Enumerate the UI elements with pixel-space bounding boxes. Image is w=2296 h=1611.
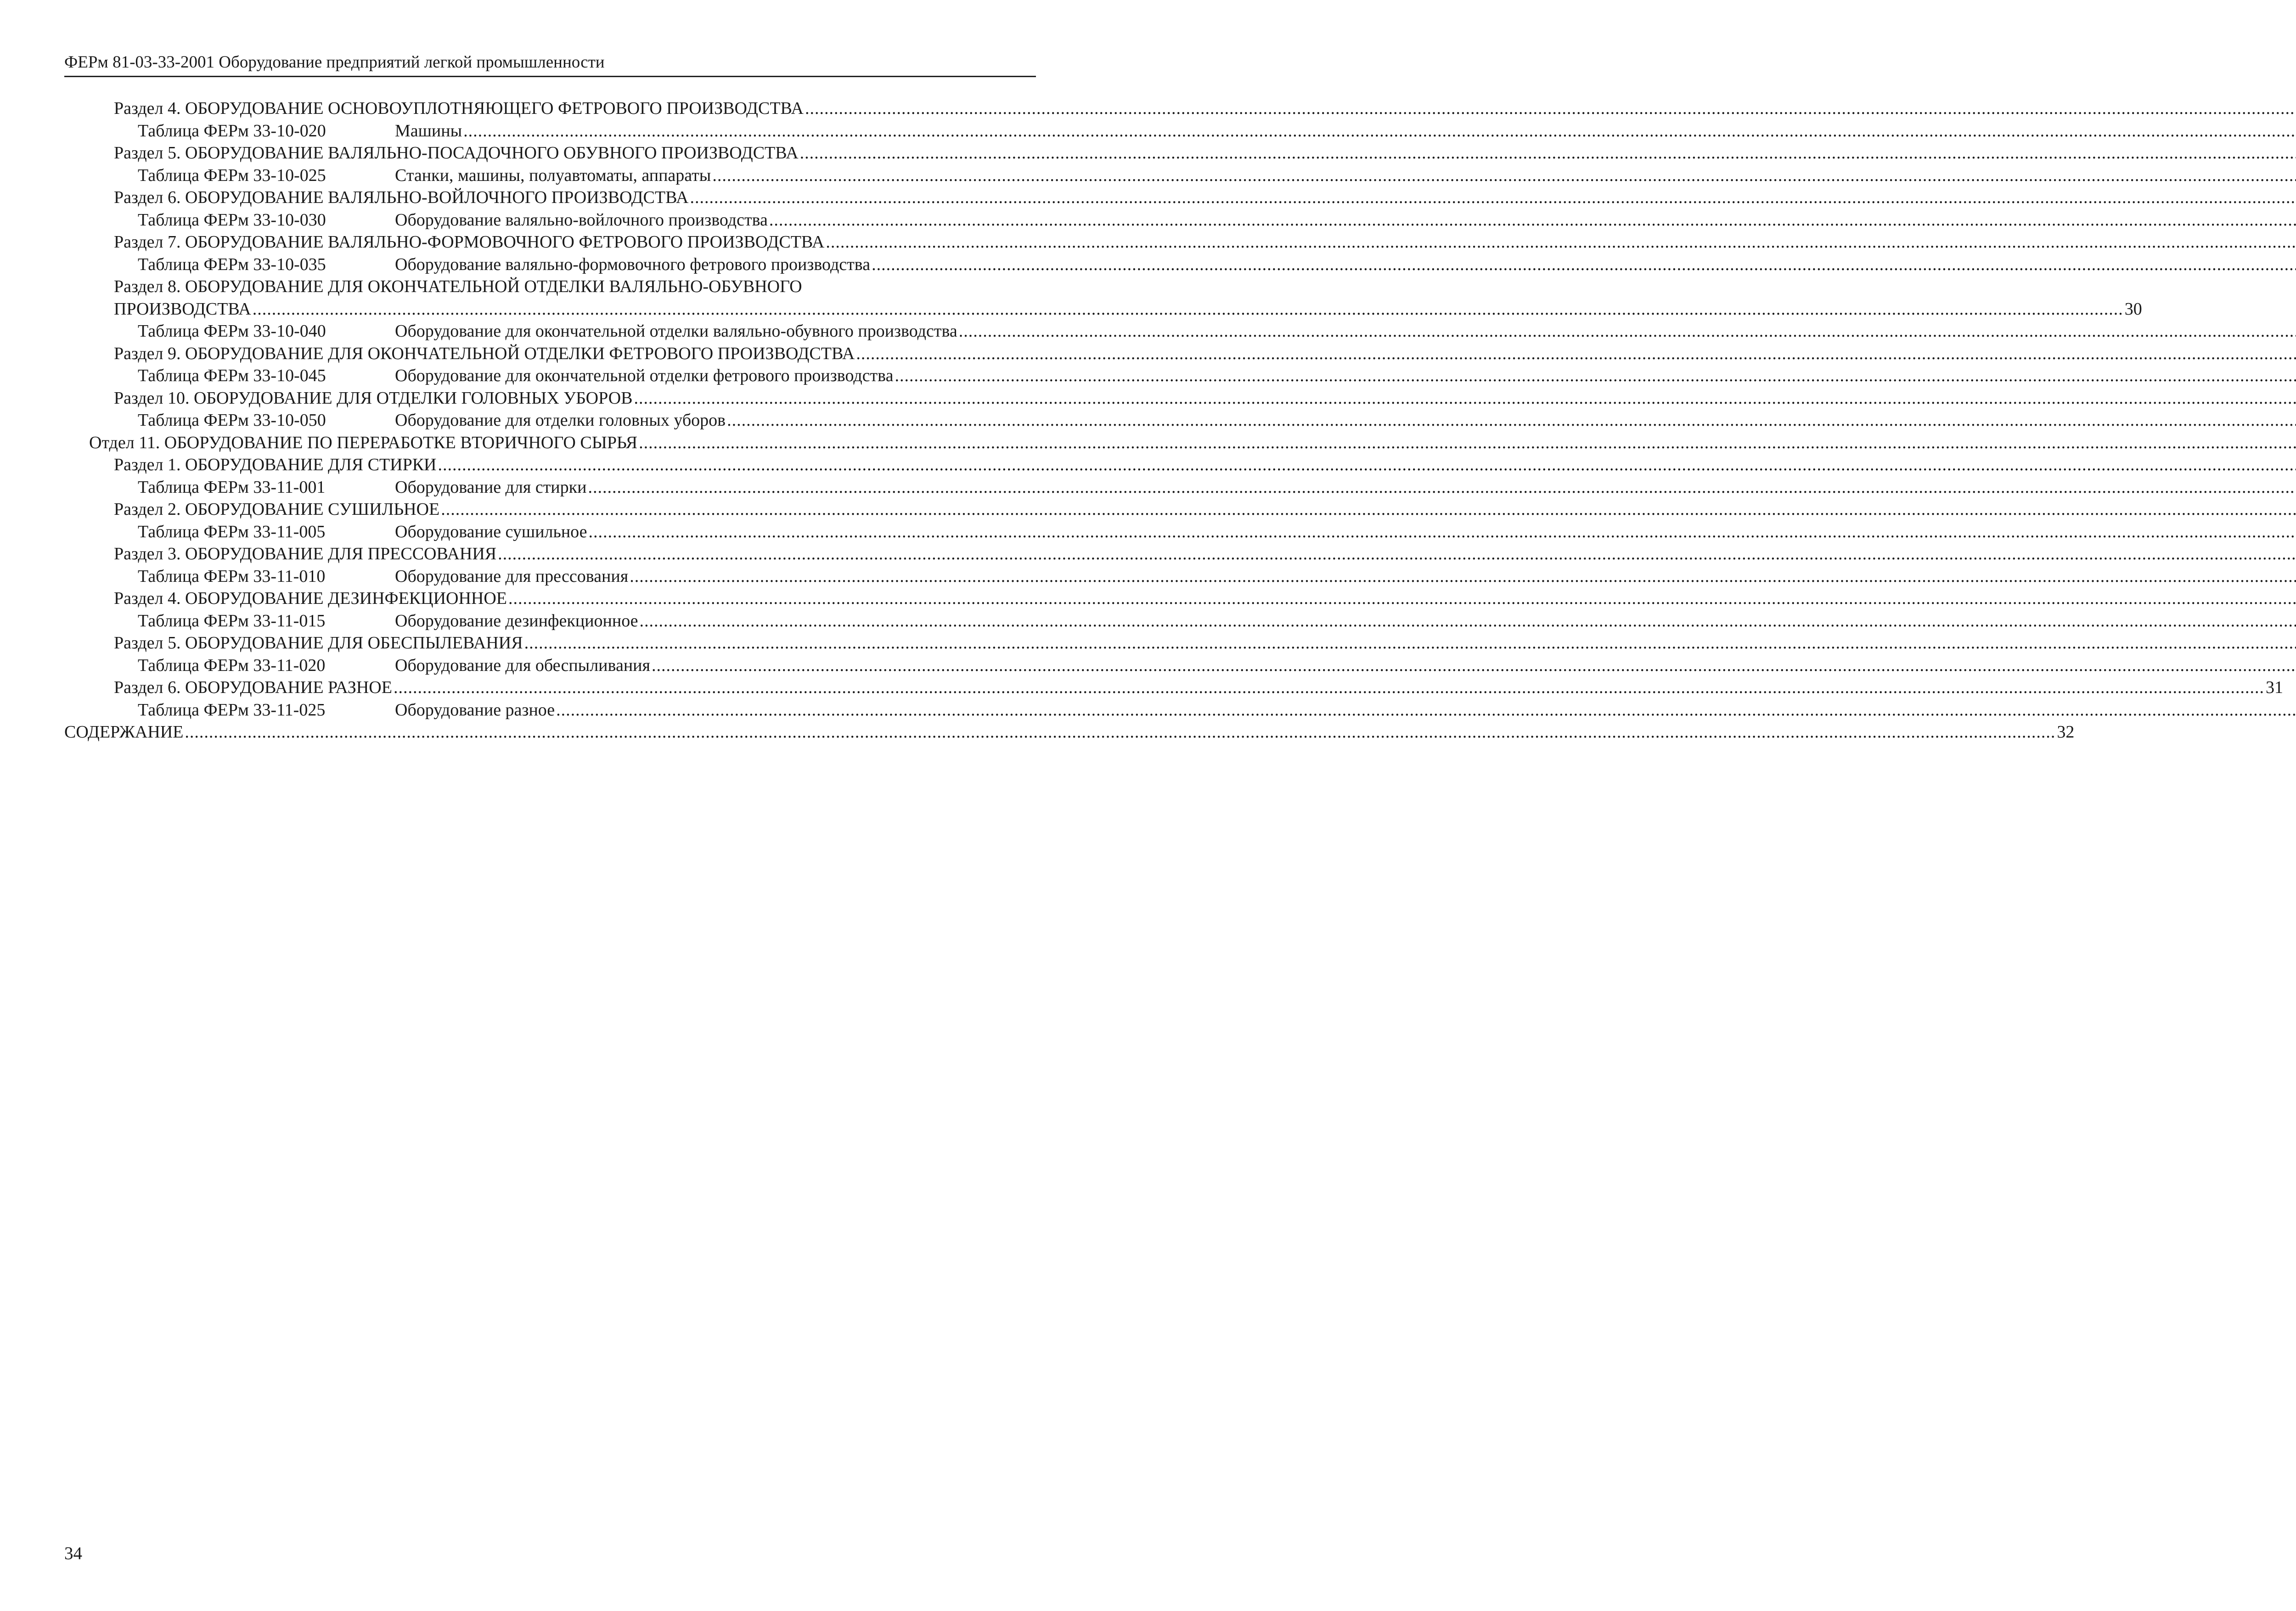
toc-entry[interactable] <box>64 610 1036 632</box>
toc-dot-leader <box>498 543 2296 565</box>
toc-entry-code: Таблица ФЕРм 33-10-030 <box>138 210 326 230</box>
toc-dot-leader <box>588 476 2296 499</box>
toc-dot-leader <box>690 186 2296 209</box>
toc-entry-title: Раздел 5. ОБОРУДОВАНИЕ ВАЛЯЛЬНО-ПОСАДОЧНОГО ОБУВНОГО ПРОИЗВОДСТВА <box>114 143 799 163</box>
toc-entry[interactable] <box>64 142 1036 164</box>
toc-entry-code: Таблица ФЕРм 33-10-050 <box>138 411 326 430</box>
toc-entry-code: Таблица ФЕРм 33-10-045 <box>138 366 326 385</box>
toc-entry-title: Оборудование для окончательной отделки фетрового производства <box>395 366 894 385</box>
toc-entry[interactable] <box>64 276 1036 298</box>
toc-entry-title: Раздел 3. ОБОРУДОВАНИЕ ДЛЯ ПРЕССОВАНИЯ <box>114 544 497 563</box>
toc-entry[interactable] <box>64 298 2142 321</box>
toc-entry-title: Раздел 4. ОБОРУДОВАНИЕ ДЕЗИНФЕКЦИОННОЕ <box>114 589 507 608</box>
toc-entry-title: Оборудование для обеспыливания <box>395 655 650 675</box>
toc-entry[interactable] <box>64 343 1036 365</box>
toc-entry[interactable] <box>64 476 1036 499</box>
toc-dot-leader <box>185 721 2055 744</box>
toc-entry-page: 32 <box>2057 722 2075 742</box>
toc-entry[interactable] <box>64 543 1036 565</box>
toc-entry-title: СОДЕРЖАНИЕ <box>64 722 184 742</box>
toc-dot-leader <box>872 253 2296 276</box>
toc-dot-leader <box>524 632 2296 654</box>
toc-entry-title: Раздел 6. ОБОРУДОВАНИЕ РАЗНОЕ <box>114 678 392 697</box>
toc-entry-title: Оборудование разное <box>395 700 555 720</box>
toc-entry[interactable] <box>64 365 1036 387</box>
toc-entry[interactable] <box>64 565 1036 588</box>
toc-dot-leader <box>508 587 2296 610</box>
toc-entry[interactable] <box>64 97 1036 120</box>
header-rule <box>64 76 1036 77</box>
toc-entry[interactable] <box>64 632 1036 654</box>
toc-dot-leader <box>727 409 2296 432</box>
toc-entry-title: Оборудование дезинфекционное <box>395 611 638 631</box>
toc-dot-leader <box>826 231 2296 253</box>
toc-entry-code: Таблица ФЕРм 33-10-040 <box>138 321 326 341</box>
toc-dot-leader <box>652 654 2296 677</box>
toc-dot-leader <box>639 432 2296 454</box>
toc-entry[interactable] <box>64 699 1036 721</box>
running-header: ФЕРм 81-03-33-2001 Оборудование предприятий легкой промышленности <box>64 53 605 72</box>
toc-entry-code: Таблица ФЕРм 33-11-015 <box>138 611 326 631</box>
toc-dot-leader <box>588 521 2296 543</box>
table-of-contents <box>64 97 2283 744</box>
toc-entry-title: Раздел 8. ОБОРУДОВАНИЕ ДЛЯ ОКОНЧАТЕЛЬНОЙ ОТДЕЛКИ ВАЛЯЛЬНО-ОБУВНОГО <box>114 277 802 296</box>
toc-entry-title: Оборудование для прессования <box>395 566 629 586</box>
toc-entry[interactable] <box>64 432 1036 454</box>
toc-entry[interactable] <box>64 186 1036 209</box>
toc-entry[interactable] <box>64 721 2075 744</box>
toc-dot-leader <box>463 120 2296 142</box>
toc-entry[interactable] <box>64 676 2283 699</box>
toc-entry[interactable] <box>64 253 1036 276</box>
toc-entry[interactable] <box>64 654 1036 677</box>
toc-dot-leader <box>640 610 2296 632</box>
toc-dot-leader <box>895 365 2296 387</box>
toc-entry-code: Таблица ФЕРм 33-10-035 <box>138 254 326 274</box>
toc-entry-title: Раздел 6. ОБОРУДОВАНИЕ ВАЛЯЛЬНО-ВОЙЛОЧНОГО ПРОИЗВОДСТВА <box>114 188 689 207</box>
toc-entry[interactable] <box>64 409 1036 432</box>
toc-entry-title: Оборудование сушильное <box>395 522 587 541</box>
toc-dot-leader <box>959 320 2296 343</box>
toc-dot-leader <box>800 142 2296 164</box>
toc-entry[interactable] <box>64 387 1036 410</box>
toc-entry-code: Таблица ФЕРм 33-11-005 <box>138 522 326 541</box>
toc-dot-leader <box>441 498 2296 521</box>
toc-entry-code: Таблица ФЕРм 33-11-001 <box>138 477 326 497</box>
toc-entry-title: Оборудование валяльно-войлочного производства <box>395 210 768 230</box>
toc-entry[interactable] <box>64 498 1036 521</box>
toc-entry-title: Раздел 4. ОБОРУДОВАНИЕ ОСНОВОУПЛОТНЯЮЩЕГО ФЕТРОВОГО ПРОИЗВОДСТВА <box>114 99 804 118</box>
toc-entry-title: Оборудование валяльно-формовочного фетрового производства <box>395 254 871 274</box>
toc-dot-leader <box>805 97 2296 120</box>
toc-entry[interactable] <box>64 209 1036 231</box>
toc-entry-code: Таблица ФЕРм 33-11-010 <box>138 566 326 586</box>
toc-entry-title: Раздел 5. ОБОРУДОВАНИЕ ДЛЯ ОБЕСПЫЛЕВАНИЯ <box>114 633 523 653</box>
toc-dot-leader <box>556 699 2296 721</box>
toc-entry-title: Раздел 1. ОБОРУДОВАНИЕ ДЛЯ СТИРКИ <box>114 455 437 474</box>
toc-entry[interactable] <box>64 587 1036 610</box>
toc-entry-code: Таблица ФЕРм 33-11-020 <box>138 655 326 675</box>
toc-dot-leader <box>856 343 2296 365</box>
toc-entry-title: Раздел 10. ОБОРУДОВАНИЕ ДЛЯ ОТДЕЛКИ ГОЛОВНЫХ УБОРОВ <box>114 388 633 408</box>
toc-entry-title: ПРОИЗВОДСТВА <box>114 299 251 319</box>
toc-entry-page: 31 <box>2265 678 2283 697</box>
toc-entry[interactable] <box>64 231 1036 253</box>
toc-entry-title: Оборудование для стирки <box>395 477 587 497</box>
toc-entry-page: 30 <box>2124 299 2142 319</box>
toc-entry[interactable] <box>64 521 1036 543</box>
toc-entry-title: Отдел 11. ОБОРУДОВАНИЕ ПО ПЕРЕРАБОТКЕ ВТОРИЧНОГО СЫРЬЯ <box>89 433 638 452</box>
toc-entry-title: Раздел 7. ОБОРУДОВАНИЕ ВАЛЯЛЬНО-ФОРМОВОЧНОГО ФЕТРОВОГО ПРОИЗВОДСТВА <box>114 232 825 252</box>
toc-entry[interactable] <box>64 454 1036 476</box>
toc-entry-title: Станки, машины, полуавтоматы, аппараты <box>395 165 711 185</box>
toc-dot-leader <box>630 565 2296 588</box>
page-number: 34 <box>64 1543 82 1563</box>
toc-dot-leader <box>769 209 2296 231</box>
toc-entry-title: Машины <box>395 121 462 141</box>
toc-entry-title: Раздел 2. ОБОРУДОВАНИЕ СУШИЛЬНОЕ <box>114 500 440 519</box>
toc-dot-leader <box>712 164 2296 187</box>
toc-entry-code: Таблица ФЕРм 33-10-020 <box>138 121 326 141</box>
toc-dot-leader <box>253 298 2123 321</box>
toc-entry-title: Оборудование для отделки головных уборов <box>395 411 726 430</box>
toc-entry-code: Таблица ФЕРм 33-11-025 <box>138 700 326 720</box>
toc-entry-code: Таблица ФЕРм 33-10-025 <box>138 165 326 185</box>
toc-entry[interactable] <box>64 164 1036 187</box>
toc-entry[interactable] <box>64 120 1036 142</box>
toc-entry-title: Раздел 9. ОБОРУДОВАНИЕ ДЛЯ ОКОНЧАТЕЛЬНОЙ ОТДЕЛКИ ФЕТРОВОГО ПРОИЗВОДСТВА <box>114 344 855 363</box>
toc-entry[interactable] <box>64 320 1036 343</box>
toc-dot-leader <box>634 387 2296 410</box>
toc-entry-title: Оборудование для окончательной отделки валяльно-обувного производства <box>395 321 957 341</box>
toc-dot-leader <box>394 676 2264 699</box>
toc-dot-leader <box>438 454 2296 476</box>
